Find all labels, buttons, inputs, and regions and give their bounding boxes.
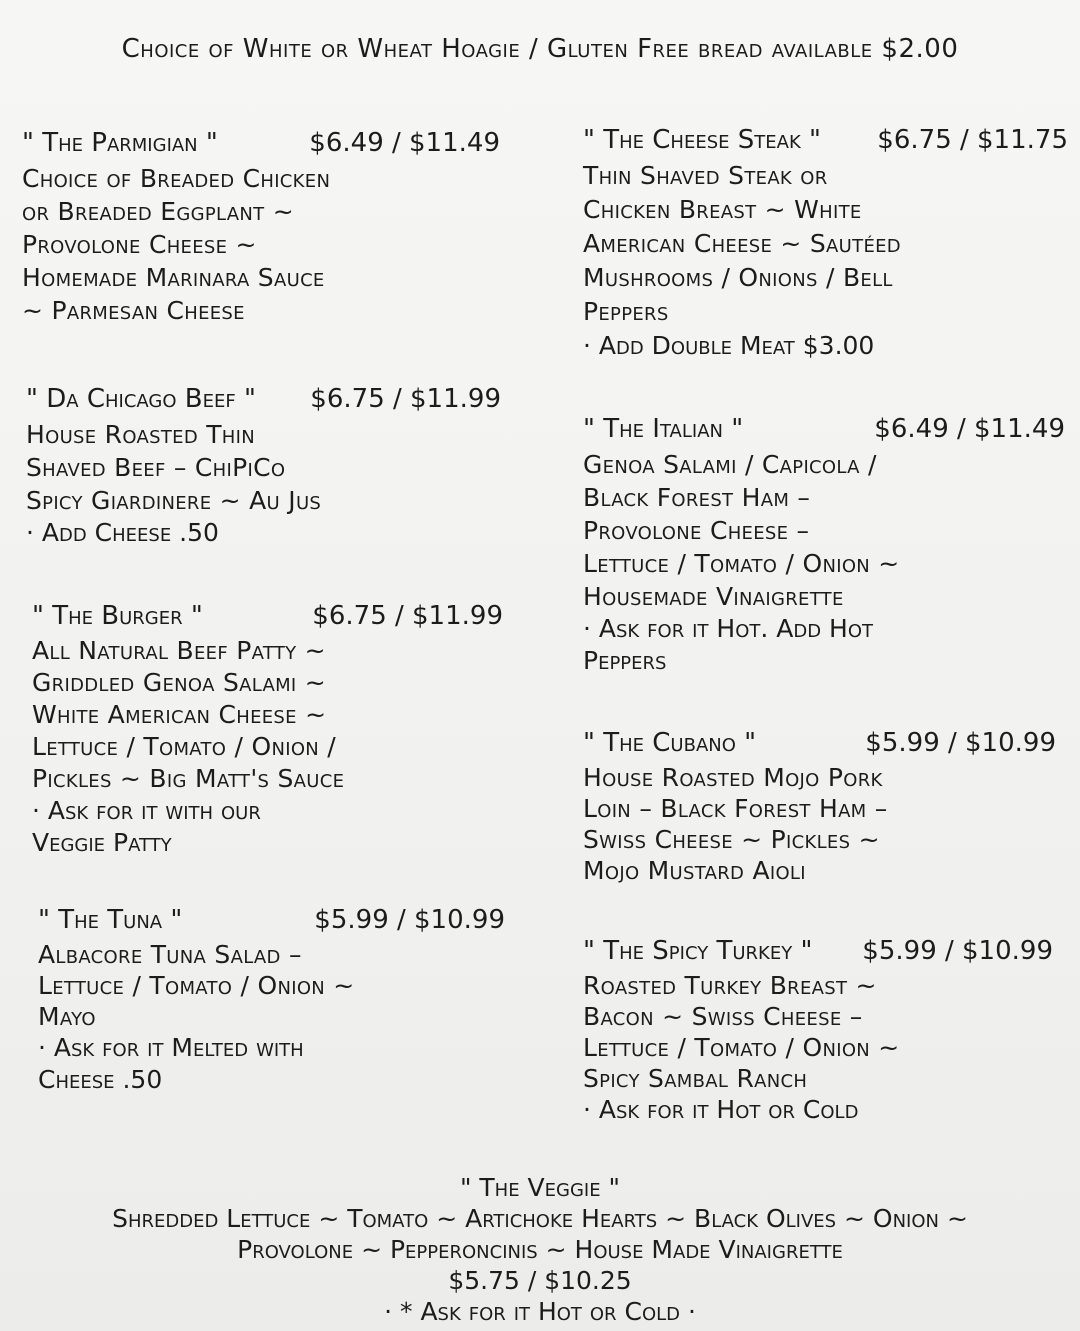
bread-choice-header: Choice of White or Wheat Hoagie / Gluten Free bread available $2.00: [121, 34, 959, 64]
item-description-line: or Breaded Eggplant ~: [22, 197, 294, 226]
item-name: " Da Chicago Beef ": [26, 384, 256, 414]
item-note: · Ask for it Hot. Add Hot: [583, 614, 873, 643]
menu-item-tuna: [38, 905, 505, 1096]
item-name: " The Cubano ": [583, 728, 757, 758]
item-note: · Add Double Meat $3.00: [583, 331, 875, 360]
item-name: " The Veggie ": [459, 1173, 621, 1202]
item-note: Cheese .50: [38, 1065, 163, 1094]
item-description-line: Thin Shaved Steak or: [583, 161, 828, 190]
item-description-line: White American Cheese ~: [32, 700, 327, 729]
item-price: $6.75 / $11.99: [312, 601, 503, 631]
item-note: · * Ask for it Hot or Cold ·: [384, 1297, 696, 1326]
item-description-line: Chicken Breast ~ White: [583, 195, 862, 224]
item-description-line: Griddled Genoa Salami ~: [32, 668, 327, 697]
item-description-line: Homemade Marinara Sauce: [22, 263, 325, 292]
item-note: · Ask for it Hot or Cold: [583, 1095, 859, 1124]
item-description-line: Spicy Giardinere ~ Au Jus: [26, 486, 322, 515]
item-description-line: Lettuce / Tomato / Onion ~: [583, 1033, 900, 1062]
item-description-line: ~ Parmesan Cheese: [22, 296, 245, 325]
menu-item-cheese-steak: [583, 125, 1068, 363]
menu-item-veggie: [0, 1172, 1080, 1327]
menu-item-spicy-turkey: [583, 936, 1053, 1126]
item-description-line: Mushrooms / Onions / Bell: [583, 263, 893, 292]
item-description-line: Genoa Salami / Capicola /: [583, 450, 877, 479]
menu-item-chicago-beef: [26, 384, 501, 549]
item-description-line: All Natural Beef Patty ~: [32, 636, 326, 665]
item-description-line: Peppers: [583, 297, 669, 326]
menu-item-burger: [32, 601, 503, 859]
item-price: $6.75 / $11.75: [877, 125, 1068, 155]
item-description-line: Bacon ~ Swiss Cheese –: [583, 1002, 863, 1031]
item-description-line: Lettuce / Tomato / Onion ~: [38, 971, 355, 1000]
item-description-line: Swiss Cheese ~ Pickles ~: [583, 825, 880, 854]
item-price: $6.49 / $11.49: [874, 414, 1065, 444]
item-price: $6.75 / $11.99: [310, 384, 501, 414]
item-name: " The Burger ": [32, 601, 203, 631]
item-description-line: Shaved Beef – ChiPiCo: [26, 453, 286, 482]
item-description-line: Choice of Breaded Chicken: [22, 164, 331, 193]
item-name: " The Cheese Steak ": [583, 125, 821, 155]
item-description-line: Mojo Mustard Aioli: [583, 856, 806, 885]
item-description-line: Lettuce / Tomato / Onion ~: [583, 549, 900, 578]
item-name: " The Tuna ": [38, 905, 183, 935]
item-name: " The Parmigian ": [22, 128, 218, 158]
item-price: $5.99 / $10.99: [862, 936, 1053, 966]
item-description-line: American Cheese ~ Sautéed: [583, 229, 901, 258]
item-description-line: House Roasted Mojo Pork: [583, 763, 883, 792]
item-description-line: Provolone ~ Pepperoncinis ~ House Made Vinaigrette: [237, 1235, 843, 1264]
item-price: $6.49 / $11.49: [309, 128, 500, 158]
item-description-line: Provolone Cheese –: [583, 516, 810, 545]
item-note: · Add Cheese .50: [26, 518, 219, 547]
item-description-line: Lettuce / Tomato / Onion /: [32, 732, 337, 761]
item-price: $5.99 / $10.99: [865, 728, 1056, 758]
item-description-line: Provolone Cheese ~: [22, 230, 257, 259]
item-description-line: Loin – Black Forest Ham –: [583, 794, 888, 823]
item-description-line: Roasted Turkey Breast ~: [583, 971, 877, 1000]
item-description-line: Pickles ~ Big Matt's Sauce: [32, 764, 345, 793]
item-price: $5.75 / $10.25: [448, 1266, 632, 1295]
item-description-line: Mayo: [38, 1002, 96, 1031]
item-description-line: Black Forest Ham –: [583, 483, 811, 512]
item-description-line: Shredded Lettuce ~ Tomato ~ Artichoke Hearts ~ Black Olives ~ Onion ~: [112, 1204, 968, 1233]
item-note: Peppers: [583, 646, 667, 675]
menu-item-cubano: [583, 728, 1056, 886]
item-description-line: Housemade Vinaigrette: [583, 582, 844, 611]
menu-item-italian: [583, 414, 1065, 677]
item-note: · Ask for it Melted with: [38, 1033, 304, 1062]
item-name: " The Italian ": [583, 414, 744, 444]
item-description-line: House Roasted Thin: [26, 420, 256, 449]
item-price: $5.99 / $10.99: [314, 905, 505, 935]
item-name: " The Spicy Turkey ": [583, 936, 813, 966]
menu-item-parmigian: [22, 128, 500, 327]
item-description-line: Albacore Tuna Salad –: [38, 940, 302, 969]
item-note: Veggie Patty: [32, 828, 172, 857]
item-note: · Ask for it with our: [32, 796, 261, 825]
item-description-line: Spicy Sambal Ranch: [583, 1064, 808, 1093]
